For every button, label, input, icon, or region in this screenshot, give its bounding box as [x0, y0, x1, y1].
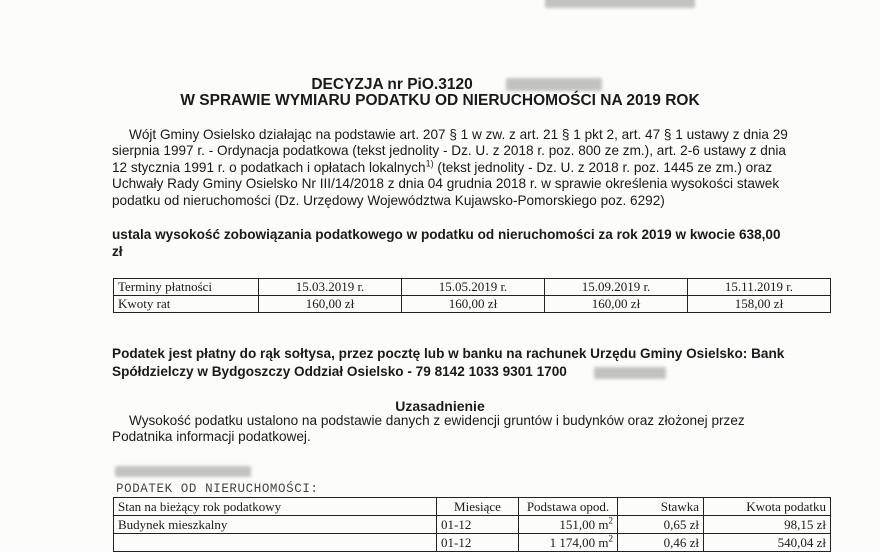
months-value: 01-12 — [437, 516, 519, 534]
col-header-state: Stan na bieżący rok podatkowy — [114, 498, 437, 516]
installment-amount-1: 160,00 zł — [259, 296, 402, 313]
tax-base-cell — [519, 534, 618, 552]
tax-amount-value: 540,04 zł — [704, 534, 831, 552]
table-row — [114, 516, 831, 534]
decision-number: DECYZJA nr PiO.3120 — [311, 76, 473, 93]
table-row — [114, 498, 831, 516]
intro-line-1: Wójt Gminy Osielsko działając na podstawie art. 207 § 1 w zw. z art. 21 § 1 pkt 2, art. 47 § 1 ustawy z dnia 29 — [129, 127, 788, 142]
unit-superscript: 2 — [608, 533, 613, 544]
tax-base-value: 1 174,00 m — [549, 535, 609, 550]
due-dates-label: Terminy płatności — [114, 279, 259, 296]
table-row — [114, 534, 831, 552]
intro-line-5: podatku od nieruchomości (Dz. Urzędowy Województwa Kujawsko-Pomorskiego poz. 6292) — [112, 192, 665, 208]
redacted-top — [545, 0, 695, 8]
determination-line-1: ustala wysokość zobowiązania podatkowego w podatku od nieruchomości za rok 2019 w kwocie 638,00 — [112, 227, 781, 242]
justification-line-2: Podatnika informacji podatkowej. — [112, 429, 311, 445]
tax-base-cell — [519, 516, 618, 534]
intro-line-3b: (tekst jednolity - Dz. U. z 2018 r. poz. 1445 ze zm.) oraz — [433, 159, 773, 175]
tax-amount-value: 98,15 zł — [704, 516, 831, 534]
payment-line-1: Podatek jest płatny do rąk sołtysa, przez pocztę lub w banku na rachunek Urzędu Gminy Osielsko: Bank — [112, 346, 785, 361]
months-value: 01-12 — [437, 534, 519, 552]
justification-heading: Uzasadnienie — [395, 398, 485, 414]
due-date-1: 15.03.2019 r. — [259, 279, 402, 296]
tax-base-value: 151,00 m — [559, 517, 609, 532]
redacted-account-number — [594, 367, 666, 379]
intro-line-4: Uchwały Rady Gminy Osielsko Nr III/14/2018 z dnia 04 grudnia 2018 r. w sprawie określenia wysokości stawek — [112, 176, 780, 192]
col-header-rate: Stawka — [618, 498, 704, 516]
footnote-ref: 1) — [425, 158, 434, 169]
determination-line-2: zł — [112, 244, 123, 259]
payment-line-2: Spółdzielczy w Bydgoszczy Oddział Osielsko - 79 8142 1033 9301 1700 — [112, 364, 567, 379]
property-type — [114, 534, 437, 552]
col-header-base: Podstawa opod. — [519, 498, 618, 516]
col-header-amount: Kwota podatku — [704, 498, 831, 516]
legal-basis-paragraph — [112, 127, 832, 209]
payment-info — [112, 345, 832, 381]
installment-amount-4: 158,00 zł — [688, 296, 831, 313]
due-date-2: 15.05.2019 r. — [402, 279, 545, 296]
table-row — [114, 296, 831, 313]
property-type: Budynek mieszkalny — [114, 516, 437, 534]
redacted-decision-number — [506, 78, 602, 91]
intro-line-2: sierpnia 1997 r. - Ordynacja podatkowa (tekst jednolity - Dz. U. z 2018 r. poz. 800 ze zm.), art. 2-6 ustawy z dnia — [112, 143, 786, 159]
amounts-label: Kwoty rat — [114, 296, 259, 313]
justification-line-1: Wysokość podatku ustalono na podstawie danych z ewidencji gruntów i budynków oraz złożonej przez — [129, 413, 745, 428]
table-row — [114, 279, 831, 296]
due-date-4: 15.11.2019 r. — [688, 279, 831, 296]
intro-line-3a: 12 stycznia 1991 r. o podatkach i opłatach lokalnych — [112, 159, 426, 175]
installment-amount-3: 160,00 zł — [545, 296, 688, 313]
tax-determination — [112, 226, 832, 260]
redacted-property-name — [115, 466, 251, 477]
decision-subject: W SPRAWIE WYMIARU PODATKU OD NIERUCHOMOŚCI NA 2019 ROK — [180, 92, 700, 109]
due-date-3: 15.09.2019 r. — [545, 279, 688, 296]
installments-table — [113, 278, 831, 313]
intro-line-3 — [112, 160, 832, 176]
installment-amount-2: 160,00 zł — [402, 296, 545, 313]
tax-rate-value: 0,46 zł — [618, 534, 704, 552]
col-header-months: Miesiące — [437, 498, 519, 516]
unit-superscript: 2 — [608, 515, 613, 526]
tax-section-label: PODATEK OD NIERUCHOMOŚCI: — [116, 482, 319, 496]
property-tax-table — [113, 497, 831, 552]
justification-text — [112, 413, 832, 446]
tax-rate-value: 0,65 zł — [618, 516, 704, 534]
